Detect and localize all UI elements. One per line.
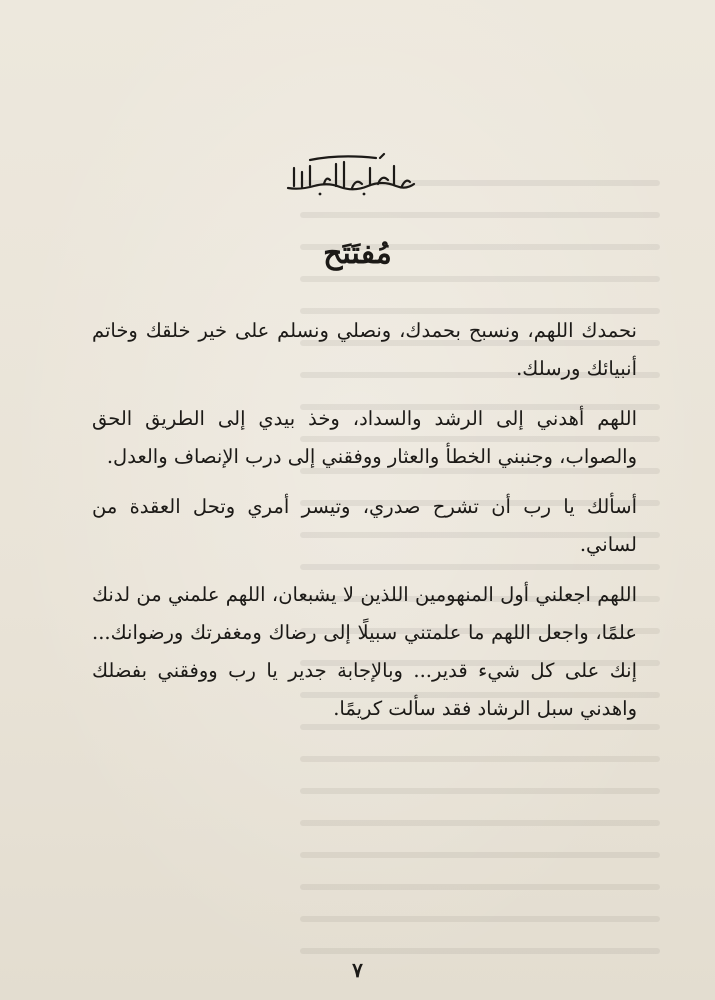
paragraph: نحمدك اللهم، ونسبح بحمدك، ونصلي ونسلم على خير خلقك وخاتم أنبيائك ورسلك. <box>92 319 637 380</box>
body-text <box>92 312 637 740</box>
paragraph: اللهم اجعلني أول المنهومين اللذين لا يشبعان، اللهم علمني من لدنك علمًا، واجعل اللهم ما علمتني سبيلًا إلى رضاك ومغفرتك ورضوانك... إنك على كل شيء قدير... وبالإجابة جدير يا رب ووفقني بفضلك واهدني سبل الرشاد فقد سألت كريمًا. <box>92 583 637 720</box>
basmala-calligraphy-icon <box>280 150 420 200</box>
paragraph: أسألك يا رب أن تشرح صدري، وتيسر أمري وتحل العقدة من لساني. <box>92 495 637 556</box>
page-heading: مُفتَتَح <box>323 236 392 271</box>
paragraph: اللهم أهدني إلى الرشد والسداد، وخذ بيدي إلى الطريق الحق والصواب، وجنبني الخطأ والعثار ووفقني إلى درب الإنصاف والعدل. <box>92 407 637 468</box>
basmala-calligraphy <box>280 150 420 200</box>
page-number: ٧ <box>352 958 363 982</box>
